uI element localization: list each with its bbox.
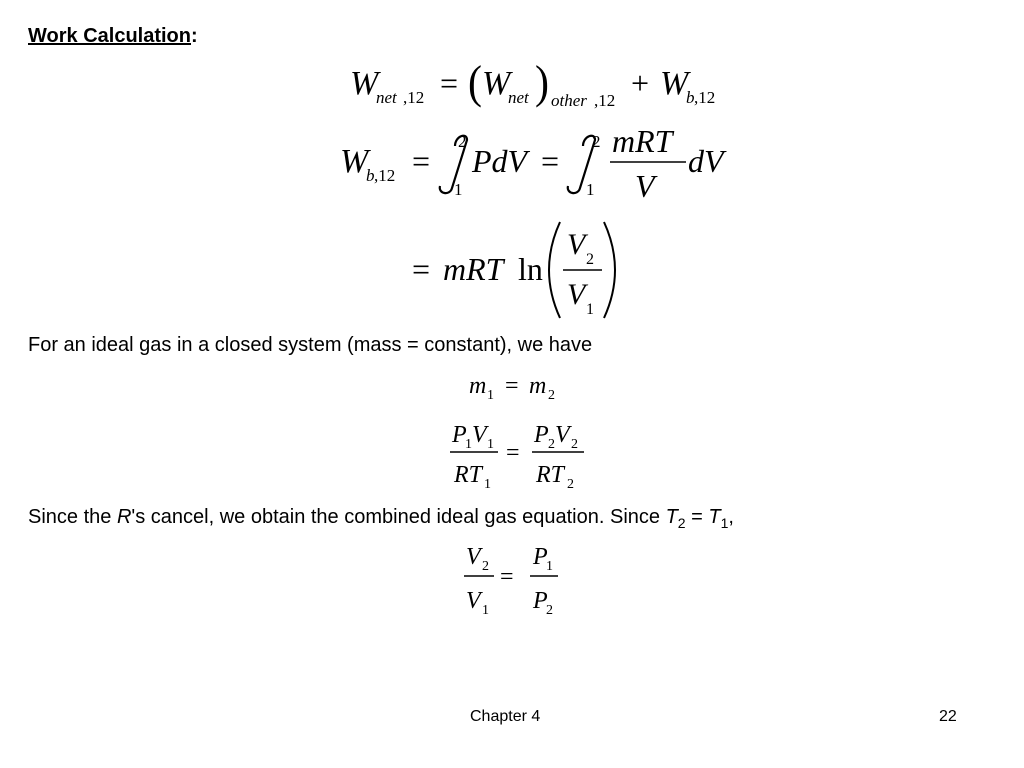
eq1-12-subscript: ,12 (403, 88, 425, 107)
eq1-right-paren: ) (535, 55, 549, 109)
eq6-P1-symbol: P (533, 544, 548, 570)
eq5-V1-subscript: 1 (487, 437, 494, 452)
eq4-m-subscript-1: 1 (487, 388, 494, 403)
eq5-V1-symbol: V (472, 422, 487, 448)
title-text: Work Calculation (28, 25, 191, 47)
eq6-equals-sign: = (500, 564, 514, 590)
eq1-b-12-subscript: ,12 (694, 88, 716, 107)
eq3-ln: ln (518, 251, 543, 287)
eq2-W-symbol: W (340, 143, 369, 180)
para2-R-symbol: R (116, 506, 132, 528)
eq4-m-symbol: m (469, 373, 487, 399)
eq2-b-subscript: b (366, 166, 375, 185)
para2-T2-symbol: T (665, 506, 678, 528)
eq4-equals-sign: = (505, 373, 519, 399)
eq5-P1-symbol: P (452, 422, 467, 448)
eq5-RT1-symbol: RT (454, 462, 483, 488)
eq5-equals-sign: = (506, 440, 520, 466)
eq3-equals-sign: = (412, 251, 431, 287)
eq1-other-12-subscript: ,12 (594, 91, 616, 110)
eq2-V-denominator: V (635, 168, 655, 204)
eq1-W-symbol: W (350, 65, 379, 102)
para2-comma: , (728, 506, 734, 528)
eq5-RT2-symbol: RT (536, 462, 565, 488)
eq2-integral-upper-limit-2: 2 (592, 132, 601, 151)
eq5-V2-symbol: V (555, 422, 570, 448)
eq1-plus-sign: + (631, 65, 650, 101)
footer-page-number: 22 (939, 708, 957, 725)
para2-T2-subscript: 2 (677, 515, 686, 531)
eq6-V2-subscript: 2 (482, 559, 489, 574)
paragraph-ideal-gas: For an ideal gas in a closed system (mass = constant), we have (28, 334, 593, 356)
eq1-b-subscript: b (686, 88, 695, 107)
eq5-P2-subscript: 2 (548, 437, 555, 452)
eq1-W-symbol-2: W (482, 65, 511, 102)
eq5-RT1-subscript: 1 (484, 477, 491, 492)
eq2-equals-sign-2: = (541, 143, 560, 179)
eq4-m-symbol-2: m (529, 373, 547, 399)
eq1-equals-sign: = (440, 65, 459, 101)
eq5-RT2-subscript: 2 (567, 477, 574, 492)
title-colon: : (191, 25, 198, 47)
eq6-V1-symbol: V (466, 588, 481, 614)
para2-text-a: Since the (28, 506, 117, 528)
eq4-m-subscript-2: 2 (548, 388, 555, 403)
footer-chapter: Chapter 4 (470, 708, 541, 725)
eq6-P2-symbol: P (533, 588, 548, 614)
eq2-integral-upper-limit: 2 (458, 132, 467, 151)
eq6-P2-subscript: 2 (546, 603, 553, 618)
para2-equals: = (685, 506, 709, 528)
eq3-mRT: mRT (443, 251, 504, 287)
eq3-denominator-subscript: 1 (586, 301, 594, 318)
eq1-net-subscript-2: net (508, 88, 529, 107)
eq2-integral-lower-limit: 1 (454, 180, 463, 199)
eq2-12-subscript: ,12 (374, 166, 396, 185)
eq2-integral-lower-limit-2: 1 (586, 180, 595, 199)
eq3-V-denominator: V (567, 278, 586, 311)
eq2-mRT-numerator: mRT (612, 123, 673, 159)
eq1-left-paren: ( (468, 55, 482, 109)
eq5-V2-subscript: 2 (571, 437, 578, 452)
eq3-V-numerator: V (567, 228, 586, 261)
eq6-V2-symbol: V (466, 544, 481, 570)
eq1-W-symbol-3: W (660, 65, 689, 102)
eq5-P1-subscript: 1 (465, 437, 472, 452)
eq1-other-subscript: other (551, 91, 587, 110)
eq2-dV: dV (688, 143, 724, 179)
eq6-P1-subscript: 1 (546, 559, 553, 574)
eq5-P2-symbol: P (534, 422, 549, 448)
para2-text-b: 's cancel, we obtain the combined ideal gas equation. Since (131, 506, 666, 528)
eq3-numerator-subscript: 2 (586, 251, 594, 268)
para2-T1-subscript: 1 (720, 515, 729, 531)
eq6-V1-subscript: 1 (482, 603, 489, 618)
eq2-equals-sign: = (412, 143, 431, 179)
para2-T1-symbol: T (708, 506, 721, 528)
eq2-PdV: PdV (472, 143, 528, 179)
eq1-net-subscript: net (376, 88, 397, 107)
